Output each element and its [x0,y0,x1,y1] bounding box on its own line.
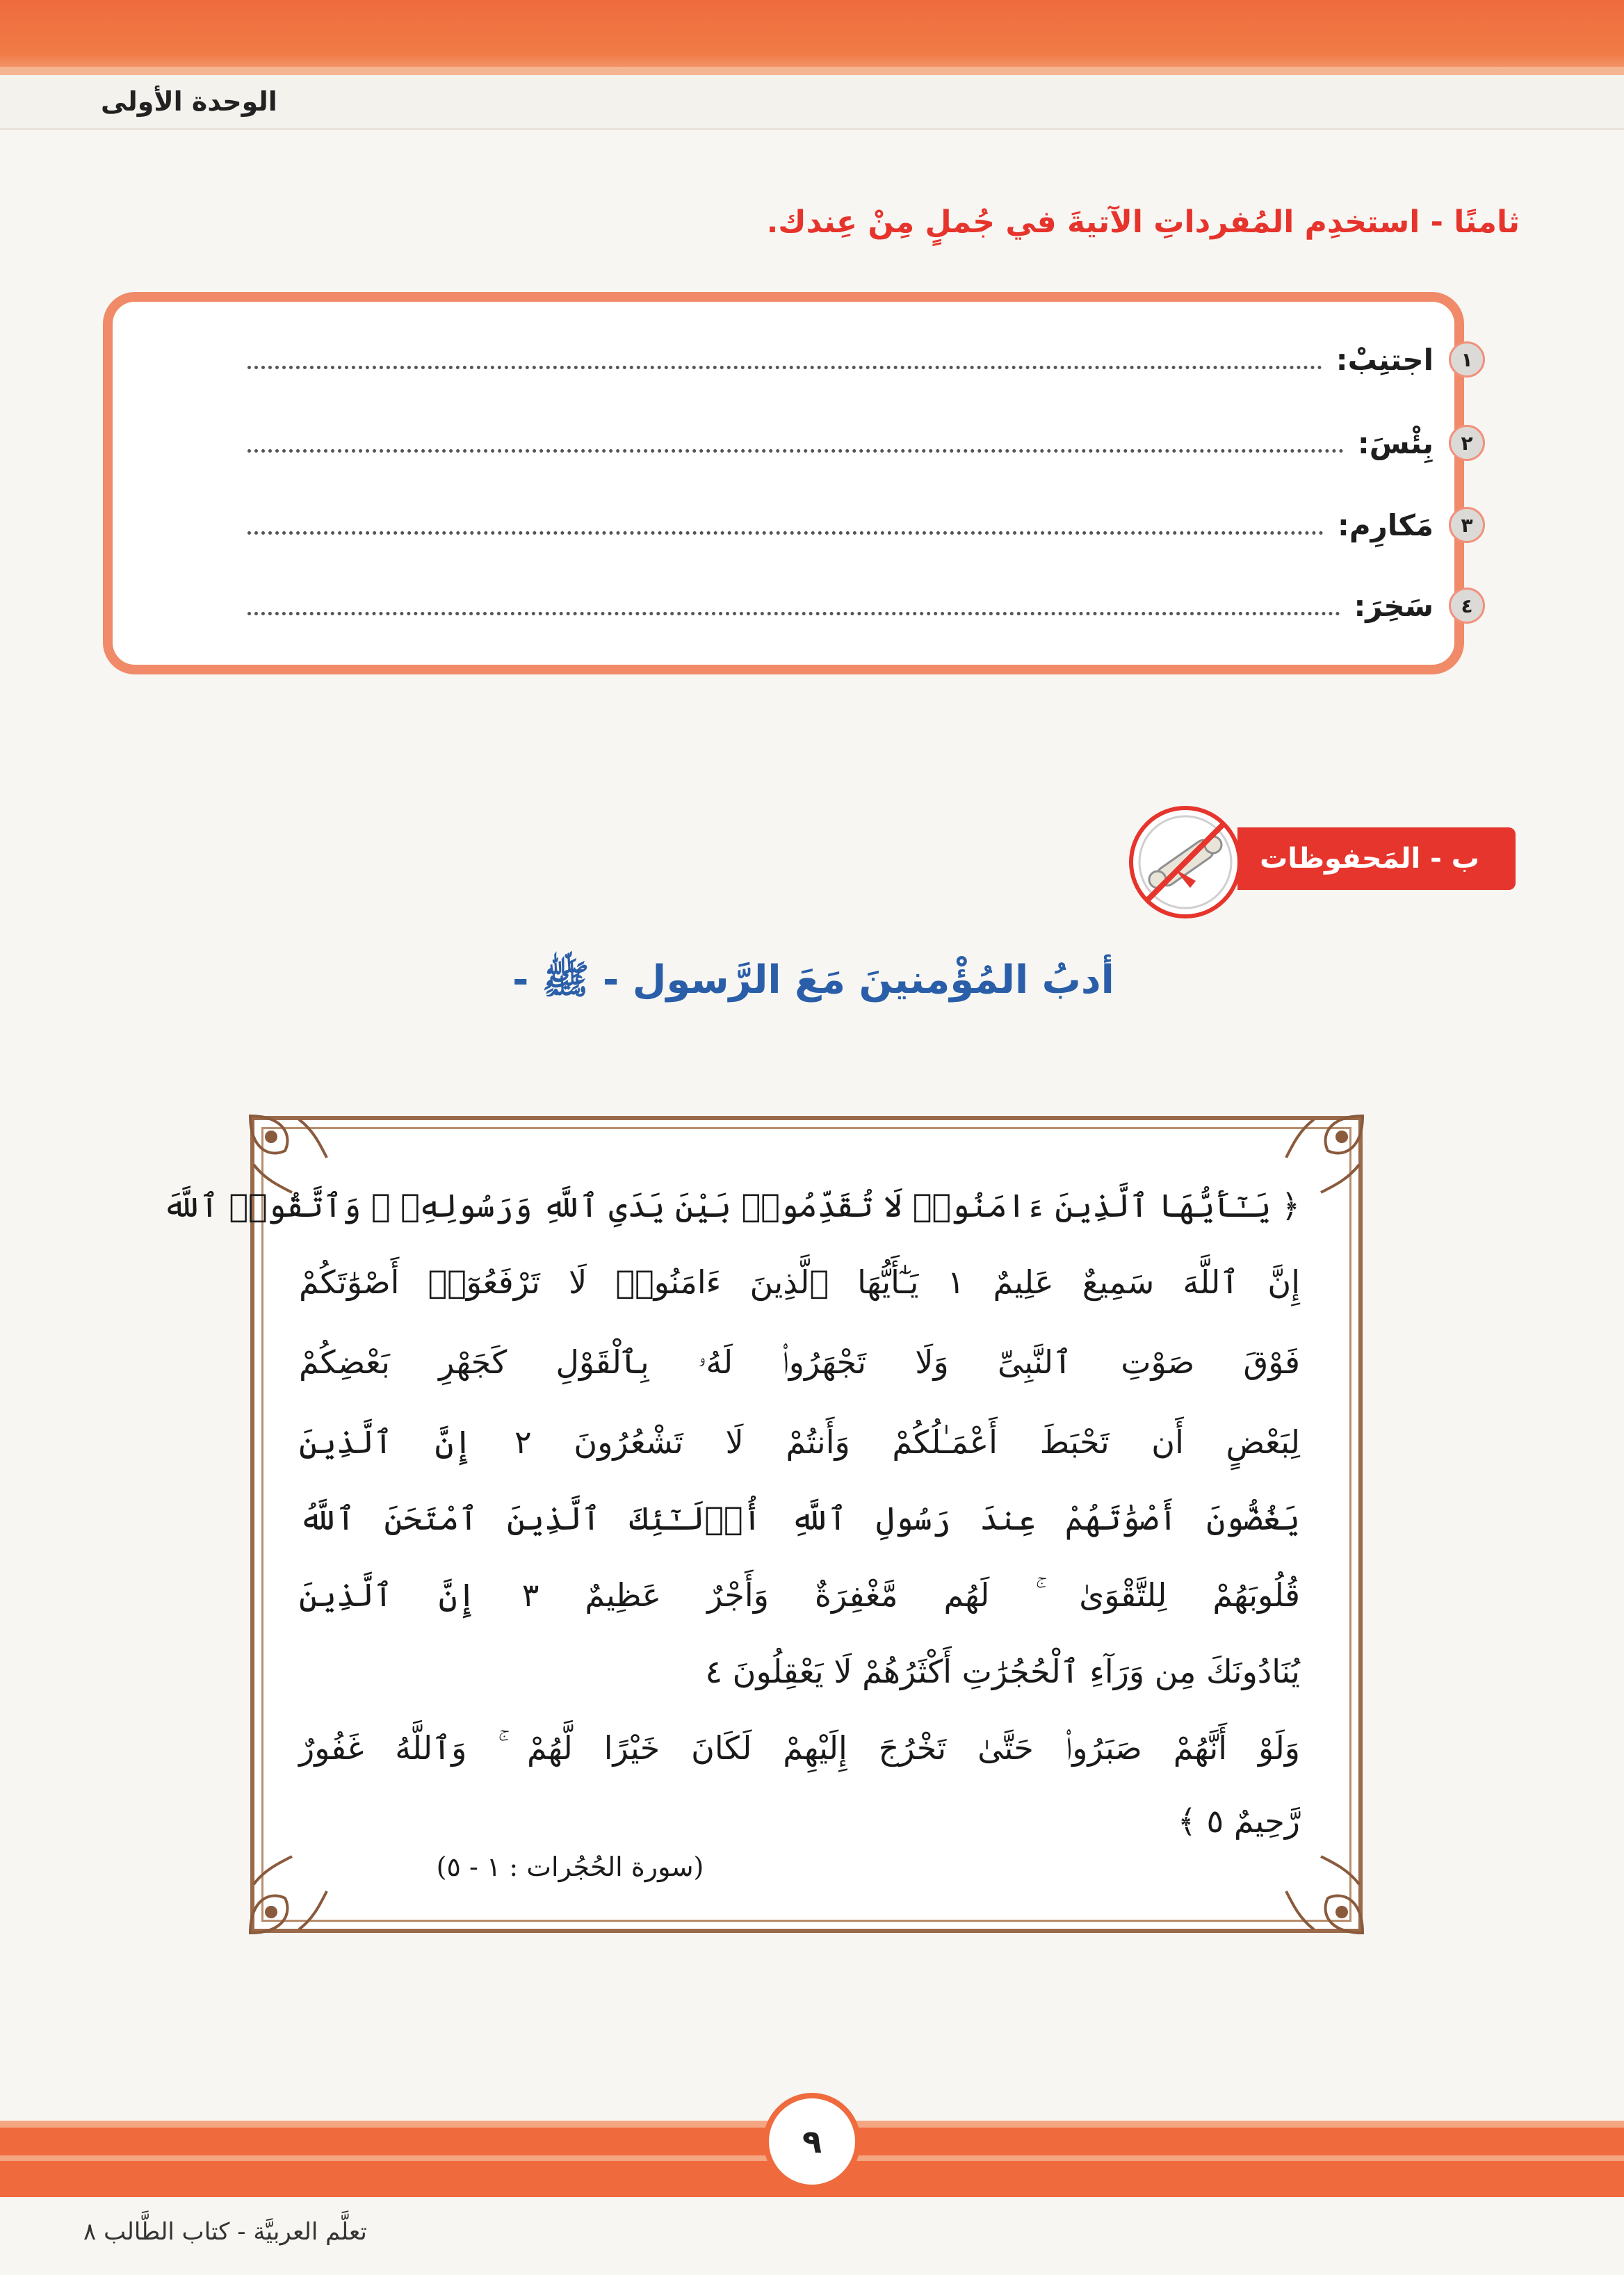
vocab-word: مَكارِم: [1338,508,1434,542]
verse-line: يَغُضُّونَ أَصْوَٰتَهُمْ عِندَ رَسُولِ ٱللَّهِ أُو۟لَـٰٓئِكَ ٱلَّذِينَ ٱمْتَحَنَ ٱللَّهُ [299,1500,1300,1537]
vocab-word: اجتنِبْ: [1335,342,1434,377]
unit-title: الوحدة الأولى [101,86,277,117]
ornament-corner-icon [243,1849,334,1940]
verse-line: يُنَادُونَكَ مِن وَرَآءِ ٱلْحُجُرَٰتِ أَكْثَرُهُمْ لَا يَعْقِلُونَ ٤ [705,1653,1300,1690]
scroll-emblem-icon [1126,803,1244,921]
vocab-item [247,335,1485,384]
book-title: تعلَّم العربيَّة - كتاب الطَّالب ٨ [83,2218,367,2246]
exercise-heading: ثامنًا - استخدِم المُفرداتِ الآتيةَ في جُملٍ مِنْ عِندك. [766,204,1520,240]
verse-line: فَوْقَ صَوْتِ ٱلنَّبِىِّ وَلَا تَجْهَرُوا۟ لَهُۥ بِٱلْقَوْلِ كَجَهْرِ بَعْضِكُمْ [299,1343,1300,1381]
vocab-word: بِئْسَ: [1357,426,1434,460]
section-label: ب - المَحفوظات [1260,843,1479,875]
answer-line[interactable] [247,531,1324,535]
vocab-item [247,501,1485,549]
vocab-item [247,581,1485,630]
item-number-badge: ٢ [1449,425,1485,461]
verse-line: رَّحِيمٌ ٥ ﴾ [1177,1802,1300,1840]
verse-line: ﴿ يَـٰٓأَيُّهَا ٱلَّذِينَ ءَامَنُوا۟ لَا تُقَدِّمُوا۟ بَيْنَ يَدَىِ ٱللَّهِ وَرَسُولِهِۦ ۖ وَٱتَّقُوا۟ ٱللَّهَ [162,1187,1300,1224]
answer-line[interactable] [247,366,1322,369]
item-number-badge: ١ [1449,341,1485,378]
verse-line: قُلُوبَهُمْ لِلتَّقْوَىٰ ۚ لَهُم مَّغْفِرَةٌ وَأَجْرٌ عَظِيمٌ ٣ إِنَّ ٱلَّذِينَ [299,1576,1300,1614]
item-number-badge: ٣ [1449,507,1485,543]
verse-line: إِنَّ ٱللَّهَ سَمِيعٌ عَلِيمٌ ١ يَـٰٓأَيُّهَا ٱلَّذِينَ ءَامَنُوا۟ لَا تَرْفَعُوٓا۟ أَصْوَٰتَكُمْ [299,1263,1300,1301]
verse-line: لِبَعْضٍ أَن تَحْبَطَ أَعْمَـٰلُكُمْ وَأَنتُمْ لَا تَشْعُرُونَ ٢ إِنَّ ٱلَّذِينَ [299,1423,1300,1461]
header-band [0,0,1624,76]
answer-line[interactable] [247,612,1340,615]
header-stripe [0,67,1624,75]
vocab-word: سَخِرَ: [1354,588,1434,623]
poem-title: أدبُ المُؤْمنينَ مَعَ الرَّسول - ﷺ - [512,957,1114,1003]
ornament-corner-icon [1279,1849,1370,1940]
item-number-badge: ٤ [1449,588,1485,624]
verse-line: وَلَوْ أَنَّهُمْ صَبَرُوا۟ حَتَّىٰ تَخْرُجَ إِلَيْهِمْ لَكَانَ خَيْرًا لَّهُمْ ۚ وَٱللَّهُ غَفُورٌ [299,1729,1300,1767]
vocab-item [247,419,1485,467]
surah-reference: (سورة الحُجُرات : ١ - ٥) [436,1852,704,1882]
page-number: ٩ [763,2093,861,2190]
answer-line[interactable] [247,449,1344,453]
